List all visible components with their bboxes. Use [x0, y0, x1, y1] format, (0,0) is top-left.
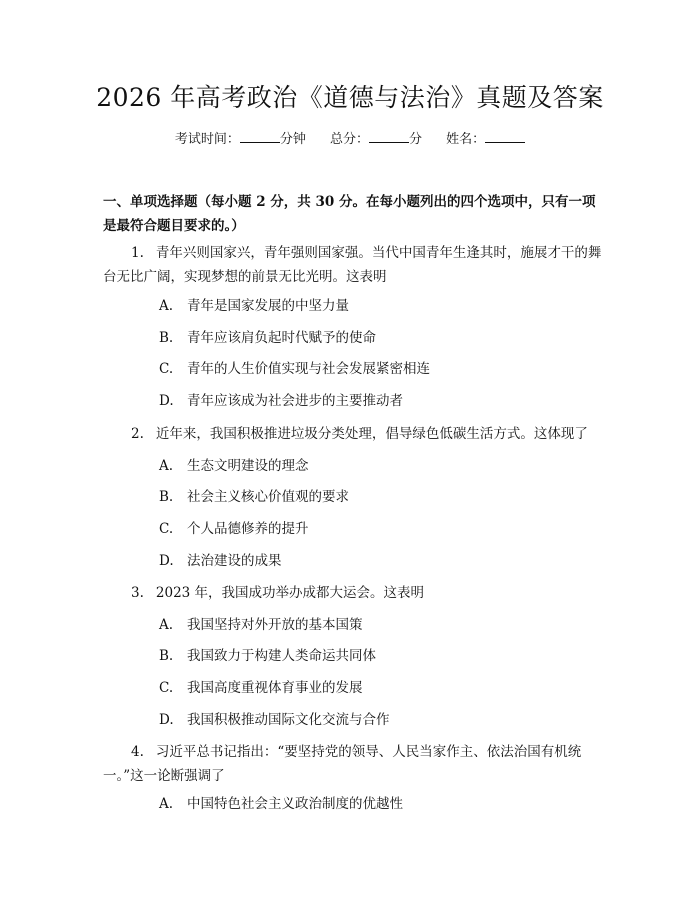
option-letter: D. — [159, 393, 174, 409]
option-text: 青年的人生价值实现与社会发展紧密相连 — [187, 361, 430, 377]
question-1 — [103, 241, 603, 289]
student-name-blank — [485, 130, 525, 143]
question-stem: 近年来，我国积极推进垃圾分类处理，倡导绿色低碳生活方式。这体现了 — [155, 426, 588, 442]
option-text: 我国致力于构建人类命运共同体 — [187, 648, 376, 664]
question-number: 2. — [131, 426, 144, 442]
option-text: 社会主义核心价值观的要求 — [187, 489, 349, 505]
total-score-label: 总分： — [329, 132, 369, 147]
option-text: 中国特色社会主义政治制度的优越性 — [187, 796, 403, 812]
option-text: 青年是国家发展的中坚力量 — [187, 298, 349, 314]
question-1-option-c — [159, 359, 599, 379]
question-4 — [103, 740, 603, 788]
question-stem: 习近平总书记指出：“要坚持党的领导、人民当家作主、依法治国有机统一。”这一论断强调了 — [103, 744, 582, 784]
question-4-option-a — [159, 794, 599, 814]
option-text: 个人品德修养的提升 — [187, 521, 309, 537]
student-name-label: 姓名： — [446, 132, 486, 147]
option-text: 法治建设的成果 — [187, 553, 282, 569]
question-2-option-b — [159, 487, 599, 507]
option-text: 青年应该肩负起时代赋予的使命 — [187, 330, 376, 346]
question-stem: 2023 年，我国成功举办成都大运会。这表明 — [155, 585, 425, 601]
option-text: 我国积极推动国际文化交流与合作 — [187, 712, 390, 728]
option-letter: D. — [159, 553, 174, 569]
question-2 — [103, 422, 603, 446]
option-letter: D. — [159, 712, 174, 728]
option-text: 我国高度重视体育事业的发展 — [187, 680, 363, 696]
question-1-option-d — [159, 391, 599, 411]
total-score-field — [330, 132, 422, 147]
option-text: 青年应该成为社会进步的主要推动者 — [187, 393, 403, 409]
total-score-unit: 分 — [409, 132, 423, 147]
question-3-option-d — [159, 710, 599, 730]
option-text: 生态文明建设的理念 — [187, 458, 309, 474]
option-letter: C. — [159, 680, 174, 696]
question-3-option-c — [159, 678, 599, 698]
total-score-blank — [369, 130, 409, 143]
option-letter: C. — [159, 361, 174, 377]
option-letter: A. — [159, 298, 174, 314]
question-number: 3. — [131, 585, 144, 601]
option-letter: A. — [159, 796, 174, 812]
question-2-option-d — [159, 551, 599, 571]
question-number: 1. — [131, 245, 144, 261]
question-3-option-b — [159, 646, 599, 666]
page-title: 2026 年高考政治《道德与法治》真题及答案 — [96, 83, 604, 112]
question-2-option-c — [159, 519, 599, 539]
option-text: 我国坚持对外开放的基本国策 — [187, 617, 363, 633]
question-1-option-b — [159, 328, 599, 348]
exam-time-field — [175, 132, 306, 147]
exam-time-blank — [240, 130, 280, 143]
exam-info-line — [0, 130, 700, 150]
question-1-option-a — [159, 296, 599, 316]
question-2-option-a — [159, 456, 599, 476]
option-letter: A. — [159, 617, 174, 633]
option-letter: B. — [159, 330, 174, 346]
student-name-field — [446, 132, 525, 147]
option-letter: A. — [159, 458, 174, 474]
exam-time-unit: 分钟 — [279, 132, 306, 147]
option-letter: B. — [159, 489, 174, 505]
question-stem: 青年兴则国家兴，青年强则国家强。当代中国青年生逢其时，施展才干的舞台无比广阔，实现梦想的前景无比光明。这表明 — [103, 245, 602, 285]
exam-time-label: 考试时间： — [174, 132, 240, 147]
option-letter: C. — [159, 521, 174, 537]
question-3 — [103, 581, 603, 605]
question-3-option-a — [159, 615, 599, 635]
option-letter: B. — [159, 648, 174, 664]
question-number: 4. — [131, 744, 144, 760]
section-heading: 一、单项选择题（每小题 2 分，共 30 分。在每小题列出的四个选项中，只有一项是最符合题目要求的。） — [103, 194, 596, 234]
